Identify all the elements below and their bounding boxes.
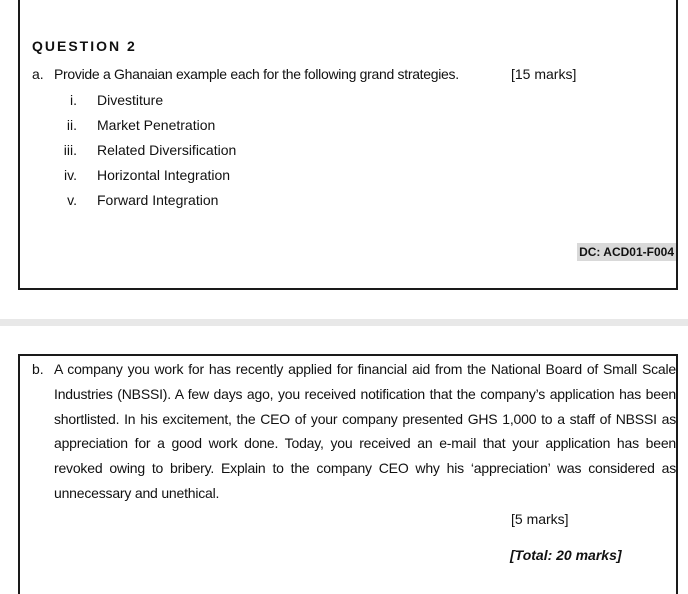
list-numeral: iv. [64, 167, 77, 183]
list-numeral: v. [67, 192, 77, 208]
document-code-badge: DC: ACD01-F004 [579, 245, 674, 259]
list-numeral: i. [70, 92, 77, 108]
list-text: Related Diversification [97, 142, 237, 158]
part-a-label: a. [32, 66, 44, 82]
page-divider [0, 319, 688, 326]
part-a-text: Provide a Ghanaian example each for the following grand strategies. [54, 66, 459, 82]
list-text: Market Penetration [97, 117, 216, 133]
part-b-label: b. [32, 361, 44, 377]
list-text: Horizontal Integration [97, 167, 231, 183]
question-heading: QUESTION 2 [32, 38, 137, 54]
list-numeral: ii. [66, 117, 77, 133]
part-a-marks: [15 marks] [511, 66, 577, 82]
list-numeral: iii. [63, 142, 77, 158]
list-text: Divestiture [97, 92, 164, 108]
part-b-text: A company you work for has recently applied for financial aid from the National Board of Small Scale Industries (NBSSI). A few days ago, you received notification that the company’s application has been shortlisted. In his excitement, the CEO of your company presented GHS 1,000 to a staff of NBSSI as appreciation for a good work done. Today, you received an e-mail that your application has been revoked owing to bribery. Explain to the company CEO why his ‘appreciation’ was considered as unnecessary and unethical. [54, 361, 676, 501]
total-marks: [Total: 20 marks] [510, 547, 622, 563]
list-text: Forward Integration [97, 192, 219, 208]
part-b-marks: [5 marks] [511, 511, 569, 527]
